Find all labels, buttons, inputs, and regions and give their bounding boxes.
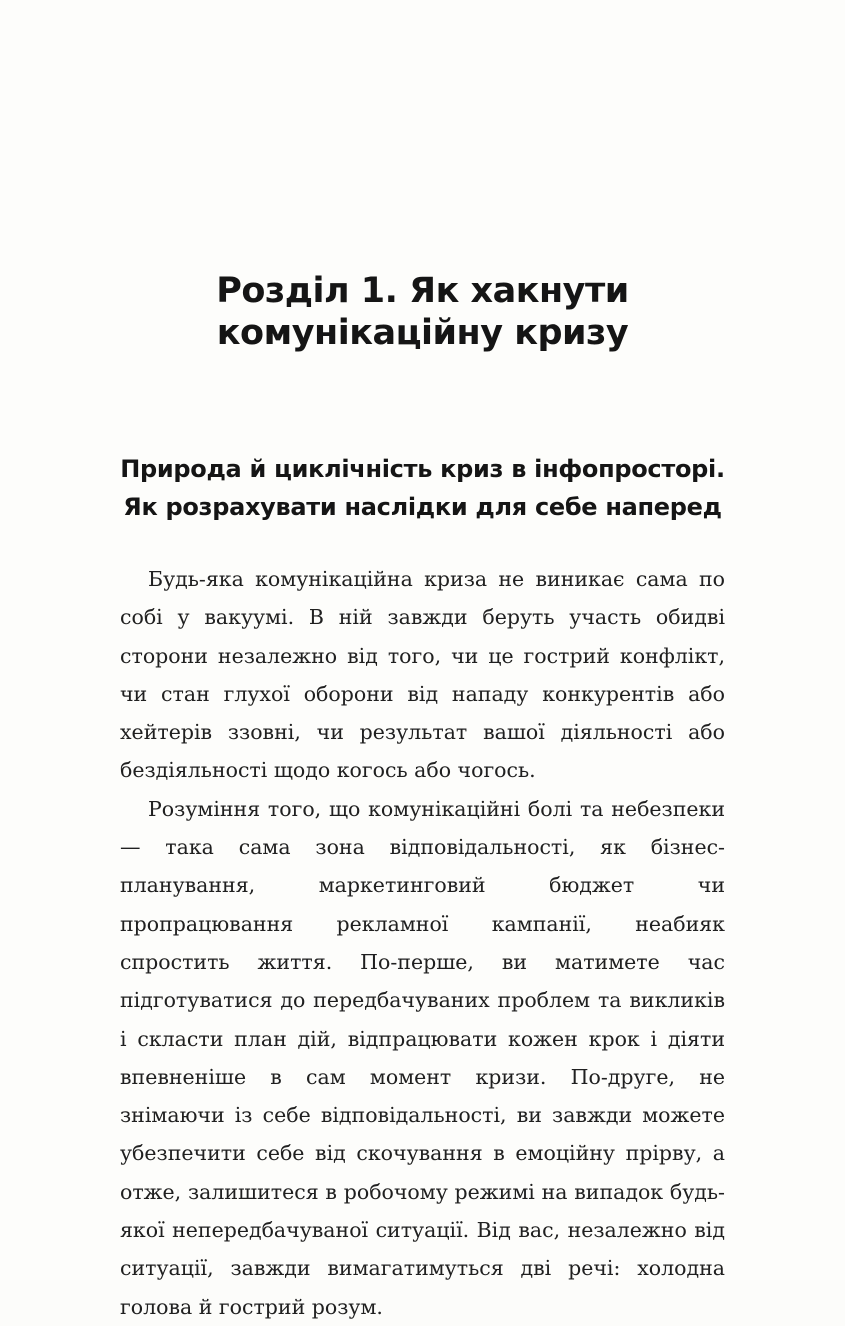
chapter-title-line-2: комунікаційну кризу — [216, 313, 629, 353]
section-title-line-1: Природа й циклічність криз в інфопросторі. — [120, 455, 725, 483]
chapter-title-line-1: Розділ 1. Як хакнути — [216, 271, 629, 311]
paragraph-2: Розуміння того, що комунікаційні болі та небезпеки — така сама зона відповідальності, як бізнес-планування, маркетинговий бюджет чи пропрацювання рекламної кампанії, неабияк спростить життя. По-перше, ви матимете час підготуватися до передбачуваних проблем та викликів і скласти план дій, відпрацювати кожен крок і діяти впевненіше в сам момент кризи. По-друге, не знімаючи із себе відповідальності, ви завжди можете убезпечити себе від скочування в емоційну прірву, а отже, залишитеся в робочому режимі на випадок будь-якої непередбачуваної ситуації. Від вас, незалежно від ситуації, завжди вимагатимуться дві речі: холодна голова й гострий розум. — [120, 796, 725, 1319]
chapter-title — [0, 270, 845, 354]
section-title-line-2: Як розрахувати наслідки для себе наперед — [123, 493, 722, 521]
paragraph-1: Будь-яка комунікаційна криза не виникає сама по собі у вакуумі. В ній завжди беруть участь обидві сторони незалежно від того, чи це гострий конфлікт, чи стан глухої оборони від нападу конкурентів або хейтерів ззовні, чи результат вашої діяльності або бездіяльності щодо когось або чогось. — [120, 567, 725, 783]
section-title — [0, 450, 845, 526]
body-text — [120, 560, 725, 1326]
